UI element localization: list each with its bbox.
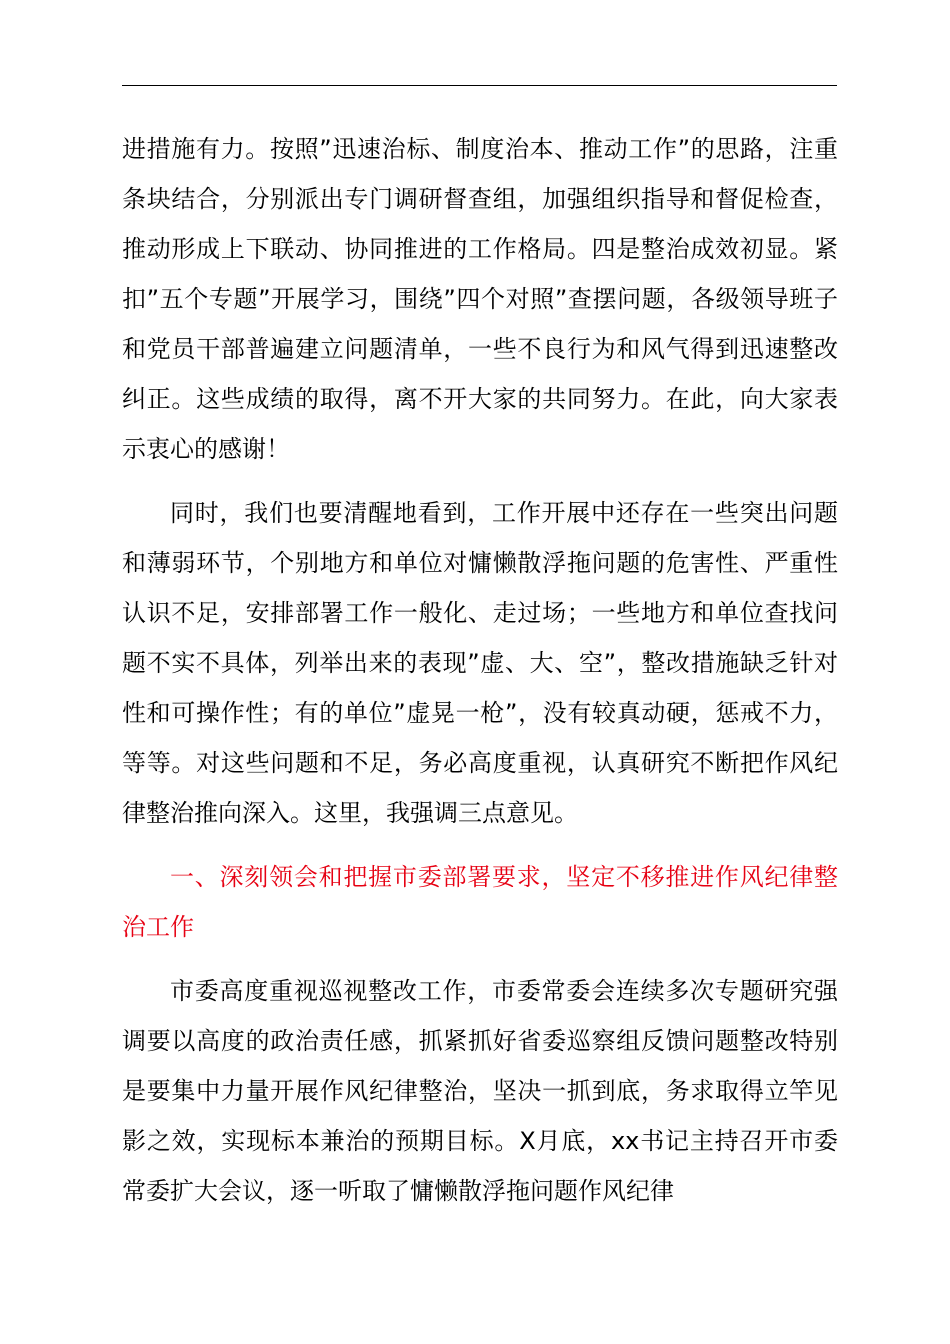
paragraph-municipal-committee: 市委高度重视巡视整改工作，市委常委会连续多次专题研究强调要以高度的政治责任感，抓紧抓好省委巡察组反馈问题整改特别是要集中力量开展作风纪律整治，坚决一抓到底，务求取得立竿见影之效，实现标本兼治的预期目标。X月底，xx书记主持召开市委常委扩大会议，逐一听取了慵懒散浮拖问题作风纪律: [122, 977, 838, 1205]
section-heading-1: 一、深刻领会和把握市委部署要求，坚定不移推进作风纪律整治工作: [122, 863, 838, 941]
paragraph-problems: 同时，我们也要清醒地看到，工作开展中还存在一些突出问题和薄弱环节，个别地方和单位对慵懒散浮拖问题的危害性、严重性认识不足，安排部署工作一般化、走过场；一些地方和单位查找问题不实不具体，列举出来的表现”虚、大、空”，整改措施缺乏针对性和可操作性；有的单位”虚晃一枪”，没有较真动硬，惩戒不力，等等。对这些问题和不足，务必高度重视，认真研究不断把作风纪律整治推向深入。这里，我强调三点意见。: [122, 499, 838, 827]
header-rule: [122, 85, 837, 86]
document-body: [122, 124, 838, 1216]
paragraph-continuation: 进措施有力。按照”迅速治标、制度治本、推动工作”的思路，注重条块结合，分别派出专门调研督查组，加强组织指导和督促检查，推动形成上下联动、协同推进的工作格局。四是整治成效初显。紧扣”五个专题”开展学习，围绕”四个对照”查摆问题，各级领导班子和党员干部普遍建立问题清单，一些不良行为和风气得到迅速整改纠正。这些成绩的取得，离不开大家的共同努力。在此，向大家表示衷心的感谢！: [122, 135, 838, 463]
